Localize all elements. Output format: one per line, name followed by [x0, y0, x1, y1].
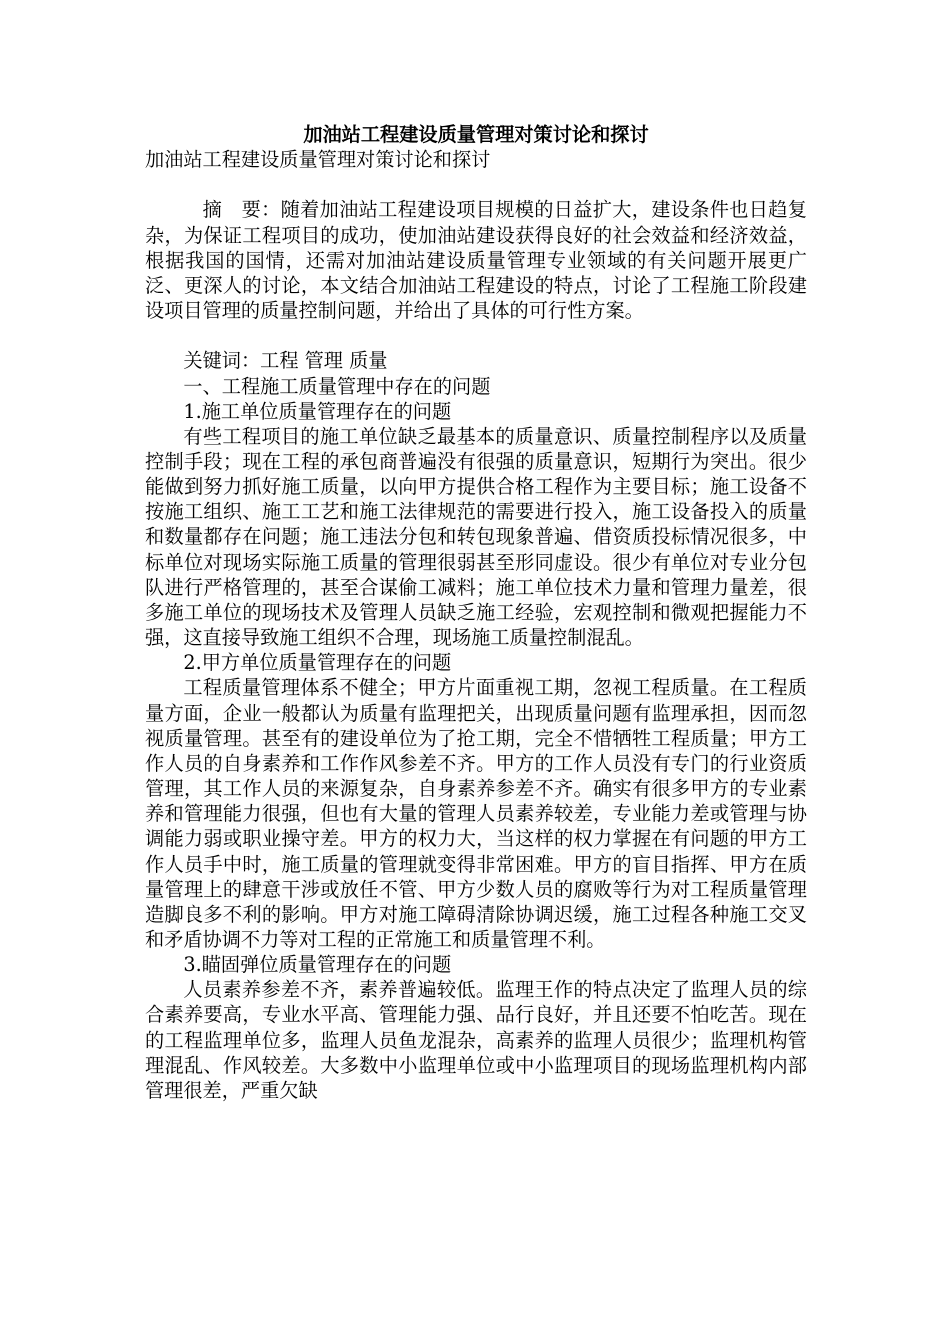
keywords-line: 关键词：工程 管理 质量	[183, 349, 388, 373]
document-title: 加油站工程建设质量管理对策讨论和探讨	[303, 123, 649, 146]
body-paragraph: 有些工程项目的施工单位缺乏最基本的质量意识、质量控制程序以及质量控制手段；现在工程的承包商普遍没有很强的质量意识，短期行为突出。很少能做到努力抓好施工质量，以向甲方提供合格工程作为主要目标；施工设备不按施工组织、施工工艺和施工法律规范的需要进行投入，施工设备投入的质量和数量都存在问题；施工违法分包和转包现象普遍、借资质投标情况很多，中标单位对现场实际施工质量的管理很弱甚至形同虚设。很少有单位对专业分包队进行严格管理的，甚至合谋偷工减料；施工单位技术力量和管理力量差，很多施工单位的现场技术及管理人员缺乏施工经验，宏观控制和微观把握能力不强，这直接导致施工组织不合理，现场施工质量控制混乱。	[145, 424, 807, 650]
abstract-paragraph: 摘 要：随着加油站工程建设项目规模的日益扩大，建设条件也日趋复杂，为保证工程项目的成功，使加油站建设获得良好的社会效益和经济效益，根据我国的国情，还需对加油站建设质量管理专业领域的有关问题开展更广泛、更深人的讨论，本文结合加油站工程建设的特点，讨论了工程施工阶段建设项目管理的质量控制问题，并给出了具体的可行性方案。	[145, 198, 807, 323]
body-paragraph: 工程质量管理体系不健全；甲方片面重视工期，忽视工程质量。在工程质量方面，企业一般都认为质量有监理把关，出现质量问题有监理承担，因而忽视质量管理。甚至有的建设单位为了抢工期，完全不惜牺牲工程质量；甲方工作人员的自身素养和工作作风参差不齐。甲方的工作人员没有专门的行业资质管理，其工作人员的来源复杂，自身素养参差不齐。确实有很多甲方的专业素养和管理能力很强，但也有大量的管理人员素养较差，专业能力差或管理与协调能力弱或职业操守差。甲方的权力大，当这样的权力掌握在有问题的甲方工作人员手中时，施工质量的管理就变得非常困难。甲方的盲目指挥、甲方在质量管理上的肆意干涉或放任不管、甲方少数人员的腐败等行为对工程质量管理造脚良多不利的影响。甲方对施工障碍清除协调迟缓，施工过程各种施工交叉和矛盾协调不力等对工程的正常施工和质量管理不利。	[145, 676, 807, 951]
document-page	[145, 122, 807, 1103]
document-subtitle: 加油站工程建设质量管理对策讨论和探讨	[145, 148, 491, 172]
blank-line	[145, 323, 807, 348]
subsection-heading: 1.施工单位质量管理存在的问题	[183, 399, 452, 423]
subsection-heading: 3.瞄固弹位质量管理存在的问题	[183, 953, 452, 977]
blank-line	[145, 172, 807, 197]
body-paragraph: 人员素养参差不齐，素养普遍较低。监理王作的特点决定了监理人员的综合素养要高，专业水平高、管理能力强、品行良好，并且还要不怕吃苦。现在的工程监理单位多，监理人员鱼龙混杂，高素养的监理人员很少；监理机构管理混乱、作风较差。大多数中小监理单位或中小监理项目的现场监理机构内部管理很差，严重欠缺	[145, 978, 807, 1102]
subsection-heading: 2.甲方单位质量管理存在的问题	[183, 651, 452, 675]
section-heading: 一、工程施工质量管理中存在的问题	[183, 374, 491, 398]
